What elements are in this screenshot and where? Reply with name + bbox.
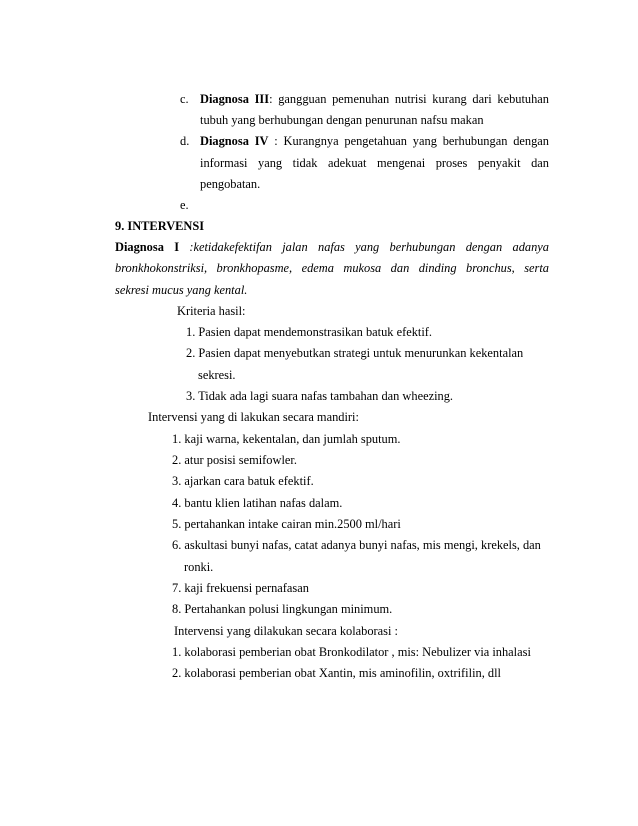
diagnosa-4-title: Diagnosa IV: [200, 134, 269, 148]
mandiri-item: 1. kaji warna, kekentalan, dan jumlah sputum.: [172, 432, 401, 446]
mandiri-item: 2. atur posisi semifowler.: [172, 453, 297, 467]
list-marker-d: d.: [180, 134, 190, 148]
kriteria-label: Kriteria hasil:: [177, 304, 246, 318]
mandiri-item: 3. ajarkan cara batuk efektif.: [172, 474, 314, 488]
section-heading: 9. INTERVENSI: [115, 219, 205, 233]
diagnosa-4-line1: Diagnosa IV : Kurangnya pengetahuan yang berhubungan dengan: [200, 134, 549, 148]
kriteria-item: 1. Pasien dapat mendemonstrasikan batuk efektif.: [186, 325, 433, 339]
mandiri-item: 5. pertahankan intake cairan min.2500 ml/hari: [172, 517, 401, 531]
mandiri-item: 8. Pertahankan polusi lingkungan minimum.: [172, 602, 393, 616]
mandiri-label: Intervensi yang di lakukan secara mandiri:: [148, 410, 359, 424]
kolaborasi-label: Intervensi yang dilakukan secara kolaborasi :: [174, 624, 398, 638]
mandiri-item: 6. askultasi bunyi nafas, catat adanya bunyi nafas, mis mengi, krekels, dan: [172, 538, 541, 552]
list-marker-c: c.: [180, 92, 189, 106]
diagnosa-3-line1: Diagnosa III: gangguan pemenuhan nutrisi kurang dari kebutuhan: [200, 92, 549, 106]
kolaborasi-item: 2. kolaborasi pemberian obat Xantin, mis aminofilin, oxtrifilin, dll: [172, 666, 501, 680]
diagnosa-1-title: Diagnosa I: [115, 240, 180, 254]
diagnosa-3-line2: tubuh yang berhubungan dengan penurunan nafsu makan: [200, 113, 484, 127]
kriteria-item: 3. Tidak ada lagi suara nafas tambahan dan wheezing.: [186, 389, 454, 403]
list-marker-e: e.: [180, 198, 189, 212]
diagnosa-1-line1: Diagnosa I :ketidakefektifan jalan nafas yang berhubungan dengan adanya: [115, 240, 549, 254]
diagnosa-1-line3: sekresi mucus yang kental.: [115, 283, 248, 297]
diagnosa-4-line2: informasi yang tidak adekuat mengenai proses penyakit dan: [200, 156, 549, 170]
mandiri-item-continuation: ronki.: [184, 560, 214, 574]
mandiri-item: 7. kaji frekuensi pernafasan: [172, 581, 309, 595]
kolaborasi-item: 1. kolaborasi pemberian obat Bronkodilator , mis: Nebulizer via inhalasi: [172, 645, 531, 659]
kriteria-item-continuation: sekresi.: [198, 368, 236, 382]
diagnosa-4-line3: pengobatan.: [200, 177, 261, 191]
diagnosa-3-title: Diagnosa III: [200, 92, 270, 106]
diagnosa-1-line2: bronkhokonstriksi, bronkhopasme, edema mukosa dan dinding bronchus, serta: [115, 261, 549, 275]
mandiri-item: 4. bantu klien latihan nafas dalam.: [172, 496, 343, 510]
kriteria-item: 2. Pasien dapat menyebutkan strategi untuk menurunkan kekentalan: [186, 346, 524, 360]
